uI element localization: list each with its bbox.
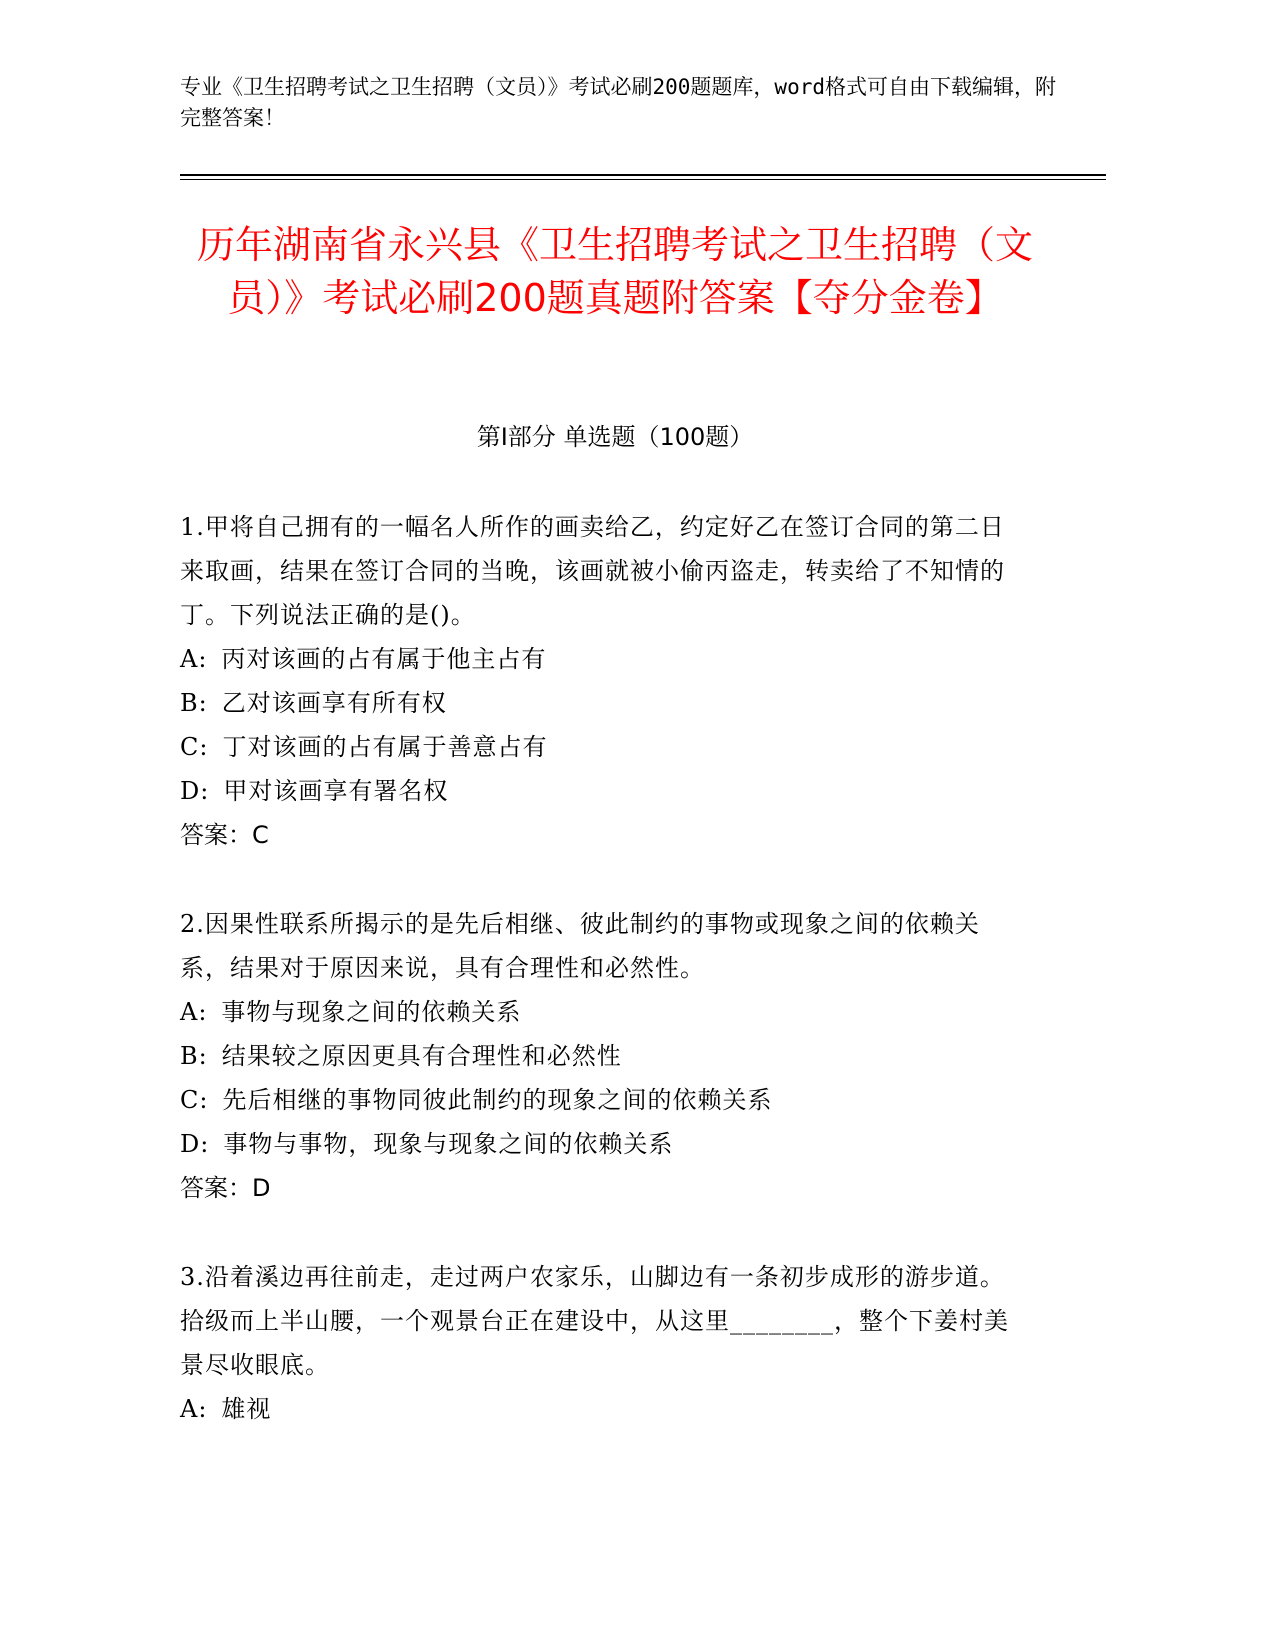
question-3	[180, 1255, 1020, 1431]
option-text: 结果较之原因更具有合理性和必然性	[221, 1042, 622, 1070]
question-2	[180, 902, 1020, 1210]
option-key: A:	[180, 998, 208, 1026]
option-a	[180, 1387, 1020, 1431]
option-c	[180, 725, 1020, 769]
answer-line: 答案：C	[180, 821, 269, 849]
document-title: 历年湖南省永兴县《卫生招聘考试之卫生招聘（文员）》考试必刷200题真题附答案【夺分金卷】	[196, 223, 1033, 320]
option-b	[180, 1034, 1020, 1078]
option-key: B:	[180, 1042, 208, 1070]
option-text: 甲对该画享有署名权	[223, 777, 449, 805]
header-divider-thin	[180, 179, 1106, 180]
option-text: 乙对该画享有所有权	[221, 689, 447, 717]
option-key: A:	[180, 645, 208, 673]
question-list	[180, 505, 1020, 1476]
option-text: 事物与事物，现象与现象之间的依赖关系	[223, 1130, 674, 1158]
option-d	[180, 1122, 1020, 1166]
option-a	[180, 990, 1020, 1034]
option-key: A:	[180, 1395, 208, 1423]
option-text: 丁对该画的占有属于善意占有	[222, 733, 548, 761]
option-c	[180, 1078, 1020, 1122]
option-key: C:	[180, 733, 209, 761]
header-note: 专业《卫生招聘考试之卫生招聘（文员）》考试必刷200题题库，word格式可自由下载编辑，附完整答案！	[180, 75, 1056, 130]
question-stem: 2.因果性联系所揭示的是先后相继、彼此制约的事物或现象之间的依赖关系，结果对于原因来说，具有合理性和必然性。	[180, 910, 980, 982]
option-d	[180, 769, 1020, 813]
option-text: 先后相继的事物同彼此制约的现象之间的依赖关系	[222, 1086, 773, 1114]
question-1	[180, 505, 1020, 857]
option-text: 丙对该画的占有属于他主占有	[221, 645, 547, 673]
header-divider-thick	[180, 174, 1106, 176]
option-key: D:	[180, 777, 210, 805]
section-title: 第Ⅰ部分 单选题（100题）	[476, 423, 754, 451]
option-b	[180, 681, 1020, 725]
option-text: 雄视	[221, 1395, 272, 1423]
option-key: B:	[180, 689, 208, 717]
answer-line: 答案：D	[180, 1174, 271, 1202]
question-stem: 1.甲将自己拥有的一幅名人所作的画卖给乙，约定好乙在签订合同的第二日来取画，结果在签订合同的当晚，该画就被小偷丙盗走，转卖给了不知情的丁。下列说法正确的是()。	[180, 513, 1005, 629]
option-a	[180, 637, 1020, 681]
option-key: C:	[180, 1086, 209, 1114]
option-key: D:	[180, 1130, 210, 1158]
question-stem: 3.沿着溪边再往前走，走过两户农家乐，山脚边有一条初步成形的游步道。拾级而上半山腰，一个观景台正在建设中，从这里________，整个下姜村美景尽收眼底。	[180, 1263, 1009, 1379]
option-text: 事物与现象之间的依赖关系	[221, 998, 522, 1026]
